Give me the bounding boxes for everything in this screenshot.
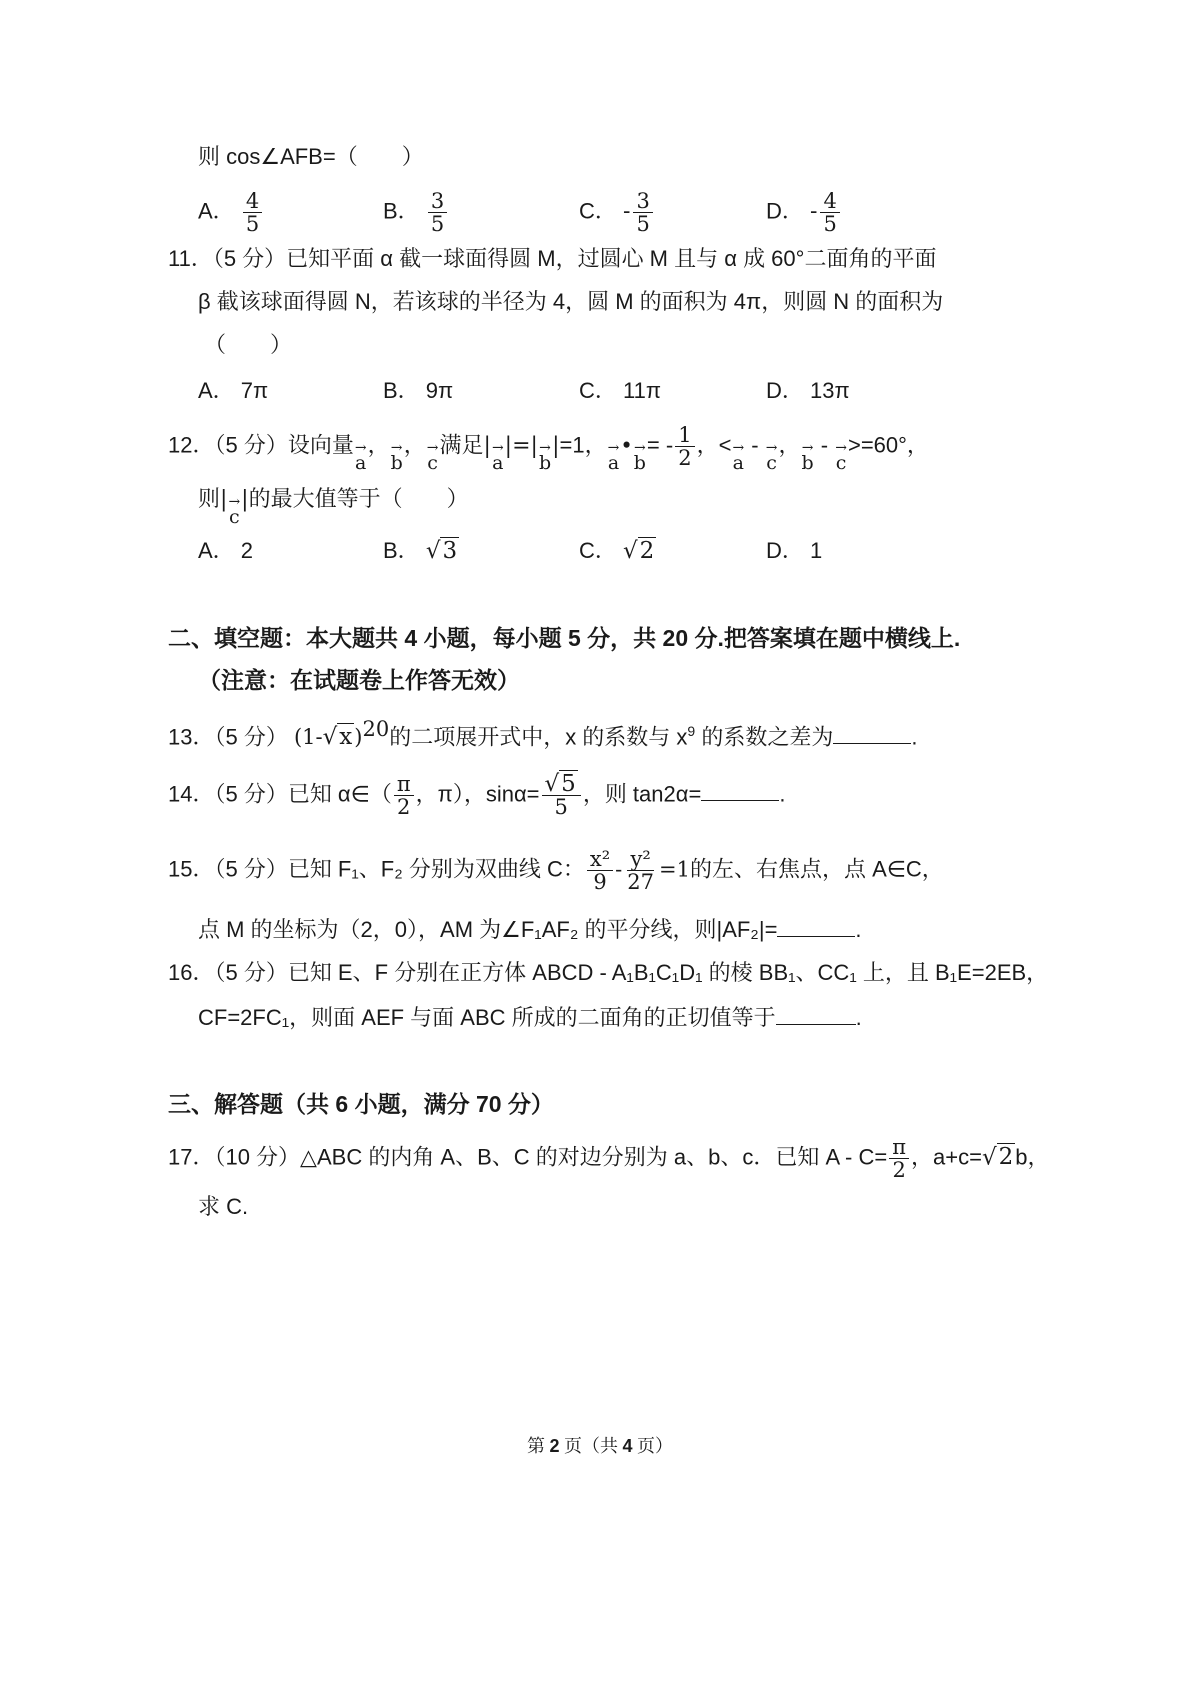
option-label: B．: [383, 198, 420, 224]
vector-a: → a: [491, 440, 504, 475]
q10-option-a[interactable]: [198, 190, 264, 235]
q12-line-1: 12．（5 分）设向量 → a ， → b ， → c 满足| → a |=| → b |=1， → a • → b = - $\frac{1}{2}$ ，< → a - → c ， → b - → c >=60°，: [168, 423, 929, 475]
section-2-title: 二、填空题：本大题共 4 小题，每小题 5 分，共 20 分.把答案填在题中横线上.: [168, 625, 961, 651]
vector-b: → b: [801, 440, 814, 475]
sqrt-expression: √3: [425, 538, 458, 564]
vector-b: → b: [390, 440, 403, 475]
fraction-half: $\frac{1}{2}$: [675, 424, 694, 469]
q11-line-3: （ ）: [204, 332, 293, 357]
fraction: $\frac{3}{5}$: [633, 190, 652, 235]
option-label: D．: [766, 198, 804, 224]
page-footer: 第 2 页（共 4 页）: [526, 1436, 674, 1456]
q11-line-1: 11．（5 分）已知平面 α 截一球面得圆 M，过圆心 M 且与 α 成 60°二面角的平面: [168, 246, 937, 271]
section-2-note: （注意：在试题卷上作答无效）: [198, 667, 520, 693]
q13-line: 13．（5 分） $(1-√x)^{20}$的二项展开式中，x 的系数与 $x^9$ 的系数之差为 .: [168, 717, 918, 751]
q11-option-c[interactable]: C． 11π: [579, 378, 662, 403]
fraction-x2-over-9: $\frac{\text{x²}}{9}$: [587, 848, 613, 893]
fraction: $\frac{4}{5}$: [243, 190, 262, 235]
option-label: A．: [198, 198, 235, 224]
section-3-title: 三、解答题（共 6 小题，满分 70 分）: [168, 1091, 554, 1117]
q11-option-b[interactable]: B． 9π: [383, 378, 454, 403]
q16-line-1: 16．（5 分）已知 E、F 分别在正方体 ABCD - A₁B₁C₁D₁ 的棱 BB₁、CC₁ 上，且 B₁E=2EB，: [168, 960, 1049, 985]
fraction-sqrt5-over-5: $\frac{√5}{5}$: [542, 773, 581, 818]
binomial-expression: (1-√x): [293, 724, 363, 751]
q11-line-2: β 截该球面得圆 N，若该球的半径为 4，圆 M 的面积为 4π，则圆 N 的面积为: [198, 289, 944, 314]
vector-c: → c: [426, 440, 439, 475]
vector-b: → b: [633, 440, 646, 475]
q11-option-a[interactable]: A． 7π: [198, 378, 269, 403]
q14-line: 14．（5 分）已知 α∈（ $\frac{\pi}{2}$ ，π），sinα= $\frac{√5}{5}$ ，则 tan2α= .: [168, 771, 786, 819]
page-number: 2: [549, 1436, 560, 1456]
q15-line-1: 15．（5 分）已知 F₁、F₂ 分别为双曲线 C： $\frac{\text{x²}}{9}$ - $\frac{\text{y²}}{27}$ =1的左、右焦点，点 A∈C，: [168, 847, 944, 894]
minus-sign: -: [623, 199, 631, 225]
q12-option-c[interactable]: C． √2: [579, 538, 655, 564]
fraction: $\frac{3}{5}$: [428, 190, 447, 235]
q17-line-1: 17．（10 分）△ABC 的内角 A、B、C 的对边分别为 a、b、c．已知 A - C= $\frac{\pi}{2}$ ，a+c=√2b，: [168, 1135, 1050, 1182]
vector-a: → a: [354, 440, 367, 475]
sqrt-expression: √2: [623, 538, 655, 564]
option-label: C．: [579, 198, 617, 224]
q17-line-2: 求 C.: [198, 1194, 249, 1219]
q12-option-d[interactable]: D． 1: [766, 538, 823, 563]
answer-blank-14[interactable]: [701, 778, 779, 801]
q11-option-d[interactable]: D． 13π: [766, 378, 850, 403]
vector-c: → c: [228, 494, 241, 528]
minus-sign: -: [810, 199, 818, 225]
page-total: 4: [622, 1436, 633, 1456]
vector-b: → b: [538, 440, 552, 475]
q12-line-2: 则| → c |的最大值等于（ ）: [198, 486, 469, 528]
fraction-pi-over-2: $\frac{\pi}{2}$: [394, 773, 414, 818]
q10-option-c[interactable]: [579, 190, 655, 235]
fraction-y2-over-27: $\frac{\text{y²}}{27}$: [627, 847, 654, 894]
vector-c: → c: [765, 440, 778, 475]
q10-stem: 则 cos∠AFB=（ ）: [198, 144, 424, 169]
answer-blank-13[interactable]: [833, 721, 911, 744]
answer-blank-16[interactable]: [776, 1002, 856, 1025]
q15-line-2: 点 M 的坐标为（2，0），AM 为∠F₁AF₂ 的平分线，则|AF₂|= .: [198, 914, 862, 945]
q12-option-b[interactable]: B． √3: [383, 538, 458, 564]
fraction: $\frac{4}{5}$: [820, 190, 839, 235]
q10-option-d[interactable]: [766, 190, 842, 235]
q10-option-b[interactable]: [383, 190, 449, 235]
vector-c: → c: [835, 440, 847, 475]
q12-option-a[interactable]: A． 2: [198, 538, 254, 563]
sqrt-expression: √2: [981, 1144, 1014, 1171]
answer-blank-15[interactable]: [777, 914, 855, 937]
q16-line-2: CF=2FC₁，则面 AEF 与面 ABC 所成的二面角的正切值等于 .: [198, 1002, 862, 1033]
vector-a: → a: [732, 440, 745, 475]
vector-a: → a: [607, 440, 620, 475]
fraction-pi-over-2: $\frac{\pi}{2}$: [889, 1136, 909, 1181]
